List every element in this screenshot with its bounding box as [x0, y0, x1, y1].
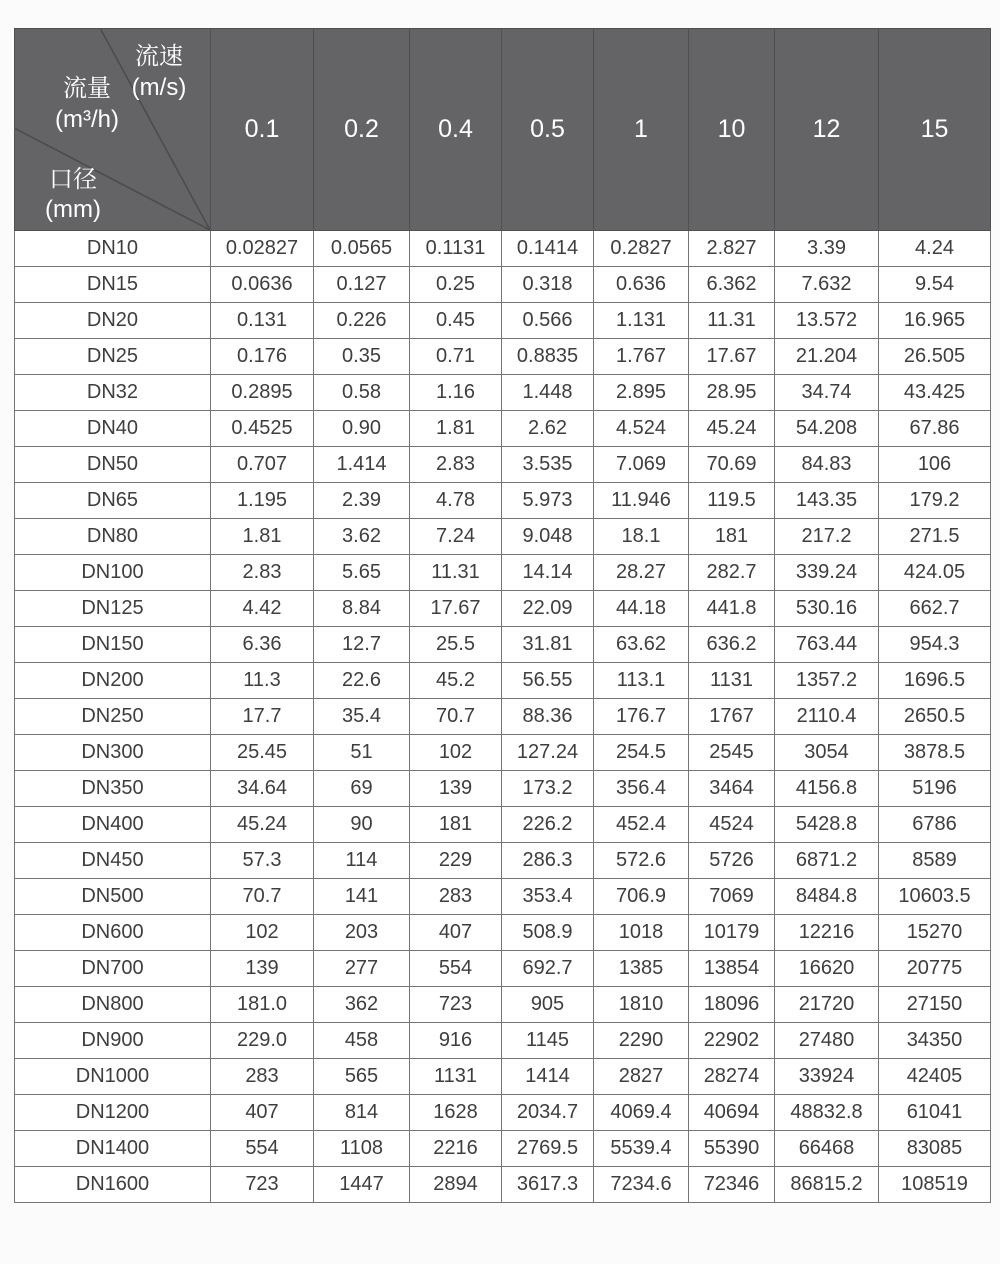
flow-value-cell: 763.44: [775, 627, 879, 663]
flow-value-cell: 282.7: [689, 555, 775, 591]
table-row: [15, 915, 991, 951]
table-row: [15, 555, 991, 591]
flow-value-cell: 43.425: [879, 375, 991, 411]
flow-value-cell: 424.05: [879, 555, 991, 591]
flow-value-cell: 706.9: [594, 879, 689, 915]
diameter-row-header: DN800: [15, 987, 211, 1023]
flow-value-cell: 3054: [775, 735, 879, 771]
flow-value-cell: 28274: [689, 1059, 775, 1095]
flow-value-cell: 13854: [689, 951, 775, 987]
flow-value-cell: 1767: [689, 699, 775, 735]
flow-value-cell: 42405: [879, 1059, 991, 1095]
flow-value-cell: 1447: [314, 1167, 410, 1203]
flow-value-cell: 1357.2: [775, 663, 879, 699]
flow-value-cell: 72346: [689, 1167, 775, 1203]
flow-value-cell: 2769.5: [502, 1131, 594, 1167]
flow-value-cell: 21.204: [775, 339, 879, 375]
diameter-row-header: DN65: [15, 483, 211, 519]
flow-value-cell: 18096: [689, 987, 775, 1023]
flow-value-cell: 4.24: [879, 231, 991, 267]
flow-value-cell: 2216: [410, 1131, 502, 1167]
flow-value-cell: 554: [211, 1131, 314, 1167]
diameter-row-header: DN10: [15, 231, 211, 267]
flow-value-cell: 13.572: [775, 303, 879, 339]
flow-value-cell: 1.414: [314, 447, 410, 483]
flow-value-cell: 1.81: [211, 519, 314, 555]
flow-value-cell: 17.7: [211, 699, 314, 735]
flow-value-cell: 33924: [775, 1059, 879, 1095]
flow-value-cell: 3.62: [314, 519, 410, 555]
flow-value-cell: 530.16: [775, 591, 879, 627]
flow-value-cell: 0.1414: [502, 231, 594, 267]
flow-value-cell: 21720: [775, 987, 879, 1023]
flow-value-cell: 61041: [879, 1095, 991, 1131]
flow-value-cell: 173.2: [502, 771, 594, 807]
flow-value-cell: 356.4: [594, 771, 689, 807]
flow-value-cell: 45.24: [689, 411, 775, 447]
flow-value-cell: 56.55: [502, 663, 594, 699]
flow-value-cell: 0.1131: [410, 231, 502, 267]
flow-value-cell: 22.09: [502, 591, 594, 627]
flow-value-cell: 16620: [775, 951, 879, 987]
flow-value-cell: 106: [879, 447, 991, 483]
flow-value-cell: 0.58: [314, 375, 410, 411]
flow-value-cell: 458: [314, 1023, 410, 1059]
flow-value-cell: 54.208: [775, 411, 879, 447]
flow-value-cell: 0.2827: [594, 231, 689, 267]
flow-value-cell: 1628: [410, 1095, 502, 1131]
flow-value-cell: 6.362: [689, 267, 775, 303]
table-row: [15, 303, 991, 339]
diameter-row-header: DN15: [15, 267, 211, 303]
flow-value-cell: 1.81: [410, 411, 502, 447]
flow-value-cell: 3464: [689, 771, 775, 807]
flow-value-cell: 141: [314, 879, 410, 915]
table-row: [15, 663, 991, 699]
flow-value-cell: 8589: [879, 843, 991, 879]
flow-value-cell: 31.81: [502, 627, 594, 663]
flow-value-cell: 4524: [689, 807, 775, 843]
velocity-column-header: 0.2: [314, 29, 410, 231]
flow-value-cell: 108519: [879, 1167, 991, 1203]
flow-value-cell: 12.7: [314, 627, 410, 663]
diameter-row-header: DN350: [15, 771, 211, 807]
flow-value-cell: 86815.2: [775, 1167, 879, 1203]
diameter-row-header: DN25: [15, 339, 211, 375]
flow-value-cell: 88.36: [502, 699, 594, 735]
flow-value-cell: 4.78: [410, 483, 502, 519]
diameter-row-header: DN250: [15, 699, 211, 735]
flow-value-cell: 692.7: [502, 951, 594, 987]
table-row: [15, 627, 991, 663]
flow-value-cell: 636.2: [689, 627, 775, 663]
flow-value-cell: 353.4: [502, 879, 594, 915]
flow-value-cell: 44.18: [594, 591, 689, 627]
flow-value-cell: 35.4: [314, 699, 410, 735]
flow-value-cell: 10603.5: [879, 879, 991, 915]
flow-value-cell: 14.14: [502, 555, 594, 591]
flow-value-cell: 814: [314, 1095, 410, 1131]
flow-value-cell: 102: [211, 915, 314, 951]
table-row: [15, 699, 991, 735]
flow-value-cell: 34350: [879, 1023, 991, 1059]
flow-value-cell: 17.67: [410, 591, 502, 627]
velocity-column-header: 15: [879, 29, 991, 231]
diameter-row-header: DN700: [15, 951, 211, 987]
table-row: [15, 807, 991, 843]
flow-value-cell: 48832.8: [775, 1095, 879, 1131]
flow-value-cell: 723: [410, 987, 502, 1023]
flow-value-cell: 572.6: [594, 843, 689, 879]
velocity-label-text: 流速: [135, 43, 183, 70]
flow-value-cell: 441.8: [689, 591, 775, 627]
flow-value-cell: 176.7: [594, 699, 689, 735]
flow-value-cell: 70.69: [689, 447, 775, 483]
flow-value-cell: 4069.4: [594, 1095, 689, 1131]
header-row: [15, 29, 991, 231]
table-row: [15, 1059, 991, 1095]
diameter-row-header: DN300: [15, 735, 211, 771]
flow-value-cell: 203: [314, 915, 410, 951]
flow-value-cell: 40694: [689, 1095, 775, 1131]
flow-value-cell: 9.048: [502, 519, 594, 555]
flow-value-cell: 0.2895: [211, 375, 314, 411]
flow-value-cell: 4156.8: [775, 771, 879, 807]
table-row: [15, 483, 991, 519]
flow-value-cell: 407: [410, 915, 502, 951]
flow-value-cell: 226.2: [502, 807, 594, 843]
flow-value-cell: 1.16: [410, 375, 502, 411]
table-row: [15, 843, 991, 879]
diameter-unit-text: (mm): [45, 196, 101, 223]
table-row: [15, 231, 991, 267]
flow-value-cell: 0.176: [211, 339, 314, 375]
table-row: [15, 375, 991, 411]
flow-value-cell: 7.069: [594, 447, 689, 483]
flow-value-cell: 1.195: [211, 483, 314, 519]
flow-value-cell: 229: [410, 843, 502, 879]
flow-value-cell: 8.84: [314, 591, 410, 627]
flow-value-cell: 407: [211, 1095, 314, 1131]
flow-value-cell: 181.0: [211, 987, 314, 1023]
diameter-row-header: DN150: [15, 627, 211, 663]
flow-value-cell: 26.505: [879, 339, 991, 375]
flow-value-cell: 5428.8: [775, 807, 879, 843]
flow-value-cell: 51: [314, 735, 410, 771]
flow-value-cell: 28.95: [689, 375, 775, 411]
table-body: [15, 231, 991, 1203]
velocity-column-header: 0.4: [410, 29, 502, 231]
flow-value-cell: 119.5: [689, 483, 775, 519]
flow-value-cell: 286.3: [502, 843, 594, 879]
flow-value-cell: 45.24: [211, 807, 314, 843]
flow-value-cell: 7234.6: [594, 1167, 689, 1203]
flow-value-cell: 916: [410, 1023, 502, 1059]
flow-value-cell: 2.39: [314, 483, 410, 519]
flow-value-cell: 1018: [594, 915, 689, 951]
velocity-column-header: 0.5: [502, 29, 594, 231]
diagonal-header-cell: [15, 29, 211, 231]
flow-value-cell: 339.24: [775, 555, 879, 591]
table-row: [15, 879, 991, 915]
flow-value-cell: 34.64: [211, 771, 314, 807]
flow-value-cell: 90: [314, 807, 410, 843]
table-row: [15, 1023, 991, 1059]
flow-value-cell: 3617.3: [502, 1167, 594, 1203]
flow-value-cell: 127.24: [502, 735, 594, 771]
diameter-row-header: DN900: [15, 1023, 211, 1059]
flow-value-cell: 0.25: [410, 267, 502, 303]
diameter-row-header: DN125: [15, 591, 211, 627]
flow-value-cell: 0.0636: [211, 267, 314, 303]
flow-value-cell: 27480: [775, 1023, 879, 1059]
flow-value-cell: 57.3: [211, 843, 314, 879]
flow-value-cell: 22902: [689, 1023, 775, 1059]
table-row: [15, 1131, 991, 1167]
diameter-row-header: DN600: [15, 915, 211, 951]
flow-value-cell: 283: [211, 1059, 314, 1095]
flow-value-cell: 723: [211, 1167, 314, 1203]
flow-value-cell: 15270: [879, 915, 991, 951]
flow-value-cell: 554: [410, 951, 502, 987]
flow-value-cell: 1414: [502, 1059, 594, 1095]
flow-value-cell: 3878.5: [879, 735, 991, 771]
flow-value-cell: 1145: [502, 1023, 594, 1059]
flow-value-cell: 16.965: [879, 303, 991, 339]
flow-value-cell: 0.35: [314, 339, 410, 375]
velocity-unit-text: (m/s): [131, 74, 187, 101]
flow-value-cell: 0.566: [502, 303, 594, 339]
flow-value-cell: 10179: [689, 915, 775, 951]
flow-value-cell: 22.6: [314, 663, 410, 699]
velocity-column-header: 10: [689, 29, 775, 231]
flow-value-cell: 27150: [879, 987, 991, 1023]
flow-value-cell: 34.74: [775, 375, 879, 411]
flow-value-cell: 2545: [689, 735, 775, 771]
flow-value-cell: 45.2: [410, 663, 502, 699]
flow-value-cell: 84.83: [775, 447, 879, 483]
flow-value-cell: 17.67: [689, 339, 775, 375]
flow-axis-label: [27, 73, 147, 135]
flow-value-cell: 113.1: [594, 663, 689, 699]
flow-value-cell: 6786: [879, 807, 991, 843]
table-row: [15, 735, 991, 771]
table-row: [15, 591, 991, 627]
flow-value-cell: 277: [314, 951, 410, 987]
flow-value-cell: 102: [410, 735, 502, 771]
flow-value-cell: 1.767: [594, 339, 689, 375]
flow-value-cell: 7069: [689, 879, 775, 915]
table-row: [15, 1095, 991, 1131]
flow-value-cell: 565: [314, 1059, 410, 1095]
flow-value-cell: 1131: [689, 663, 775, 699]
flow-value-cell: 67.86: [879, 411, 991, 447]
flow-value-cell: 905: [502, 987, 594, 1023]
flow-value-cell: 9.54: [879, 267, 991, 303]
flow-value-cell: 69: [314, 771, 410, 807]
table-row: [15, 339, 991, 375]
flow-unit-text: (m³/h): [55, 106, 119, 133]
flow-value-cell: 2.827: [689, 231, 775, 267]
flow-value-cell: 181: [410, 807, 502, 843]
flow-value-cell: 362: [314, 987, 410, 1023]
table-row: [15, 519, 991, 555]
flow-value-cell: 0.707: [211, 447, 314, 483]
flow-value-cell: 0.4525: [211, 411, 314, 447]
flow-rate-table: [14, 28, 991, 1203]
diameter-row-header: DN1600: [15, 1167, 211, 1203]
table-row: [15, 1167, 991, 1203]
diameter-row-header: DN200: [15, 663, 211, 699]
flow-value-cell: 179.2: [879, 483, 991, 519]
flow-value-cell: 2.895: [594, 375, 689, 411]
flow-value-cell: 271.5: [879, 519, 991, 555]
flow-value-cell: 662.7: [879, 591, 991, 627]
flow-value-cell: 0.0565: [314, 231, 410, 267]
flow-value-cell: 283: [410, 879, 502, 915]
flow-value-cell: 20775: [879, 951, 991, 987]
flow-value-cell: 2827: [594, 1059, 689, 1095]
flow-value-cell: 114: [314, 843, 410, 879]
flow-value-cell: 254.5: [594, 735, 689, 771]
flow-value-cell: 2.62: [502, 411, 594, 447]
diameter-row-header: DN40: [15, 411, 211, 447]
flow-value-cell: 1385: [594, 951, 689, 987]
flow-value-cell: 2650.5: [879, 699, 991, 735]
diameter-row-header: DN100: [15, 555, 211, 591]
flow-value-cell: 0.226: [314, 303, 410, 339]
flow-value-cell: 5196: [879, 771, 991, 807]
table-header: [15, 29, 991, 231]
flow-value-cell: 143.35: [775, 483, 879, 519]
velocity-column-header: 1: [594, 29, 689, 231]
flow-value-cell: 25.45: [211, 735, 314, 771]
flow-value-cell: 3.535: [502, 447, 594, 483]
flow-value-cell: 0.318: [502, 267, 594, 303]
flow-value-cell: 1108: [314, 1131, 410, 1167]
flow-value-cell: 63.62: [594, 627, 689, 663]
flow-value-cell: 6871.2: [775, 843, 879, 879]
flow-value-cell: 4.524: [594, 411, 689, 447]
flow-value-cell: 2.83: [211, 555, 314, 591]
flow-value-cell: 11.31: [410, 555, 502, 591]
diameter-row-header: DN50: [15, 447, 211, 483]
flow-value-cell: 8484.8: [775, 879, 879, 915]
flow-value-cell: 1131: [410, 1059, 502, 1095]
flow-value-cell: 2894: [410, 1167, 502, 1203]
table-row: [15, 987, 991, 1023]
flow-value-cell: 5.65: [314, 555, 410, 591]
diameter-row-header: DN1200: [15, 1095, 211, 1131]
flow-value-cell: 70.7: [410, 699, 502, 735]
flow-value-cell: 0.127: [314, 267, 410, 303]
flow-value-cell: 0.131: [211, 303, 314, 339]
flow-value-cell: 55390: [689, 1131, 775, 1167]
flow-value-cell: 139: [410, 771, 502, 807]
diameter-label-text: 口径: [49, 166, 97, 193]
diameter-row-header: DN450: [15, 843, 211, 879]
table-row: [15, 411, 991, 447]
table-row: [15, 771, 991, 807]
flow-value-cell: 508.9: [502, 915, 594, 951]
flow-label-text: 流量: [63, 75, 111, 102]
flow-value-cell: 1810: [594, 987, 689, 1023]
flow-value-cell: 0.8835: [502, 339, 594, 375]
flow-value-cell: 1.131: [594, 303, 689, 339]
flow-value-cell: 66468: [775, 1131, 879, 1167]
flow-value-cell: 0.71: [410, 339, 502, 375]
flow-value-cell: 217.2: [775, 519, 879, 555]
flow-value-cell: 2290: [594, 1023, 689, 1059]
flow-value-cell: 11.31: [689, 303, 775, 339]
flow-value-cell: 83085: [879, 1131, 991, 1167]
table-row: [15, 951, 991, 987]
flow-value-cell: 5726: [689, 843, 775, 879]
flow-value-cell: 229.0: [211, 1023, 314, 1059]
flow-value-cell: 0.636: [594, 267, 689, 303]
flow-value-cell: 7.632: [775, 267, 879, 303]
diameter-row-header: DN400: [15, 807, 211, 843]
flow-value-cell: 954.3: [879, 627, 991, 663]
flow-value-cell: 0.45: [410, 303, 502, 339]
flow-value-cell: 7.24: [410, 519, 502, 555]
flow-value-cell: 4.42: [211, 591, 314, 627]
flow-value-cell: 5539.4: [594, 1131, 689, 1167]
table-row: [15, 447, 991, 483]
flow-value-cell: 5.973: [502, 483, 594, 519]
flow-value-cell: 2034.7: [502, 1095, 594, 1131]
flow-value-cell: 139: [211, 951, 314, 987]
diameter-row-header: DN1400: [15, 1131, 211, 1167]
flow-value-cell: 6.36: [211, 627, 314, 663]
flow-value-cell: 70.7: [211, 879, 314, 915]
flow-value-cell: 2.83: [410, 447, 502, 483]
diameter-row-header: DN500: [15, 879, 211, 915]
flow-value-cell: 0.90: [314, 411, 410, 447]
flow-value-cell: 11.946: [594, 483, 689, 519]
flow-value-cell: 1.448: [502, 375, 594, 411]
diameter-row-header: DN1000: [15, 1059, 211, 1095]
flow-value-cell: 11.3: [211, 663, 314, 699]
diameter-row-header: DN20: [15, 303, 211, 339]
flow-value-cell: 181: [689, 519, 775, 555]
diameter-axis-label: [23, 165, 123, 225]
table-row: [15, 267, 991, 303]
diameter-row-header: DN80: [15, 519, 211, 555]
flow-value-cell: 3.39: [775, 231, 879, 267]
flow-value-cell: 12216: [775, 915, 879, 951]
velocity-column-header: 12: [775, 29, 879, 231]
flow-value-cell: 2110.4: [775, 699, 879, 735]
flow-value-cell: 28.27: [594, 555, 689, 591]
flow-value-cell: 18.1: [594, 519, 689, 555]
flow-value-cell: 452.4: [594, 807, 689, 843]
flow-value-cell: 0.02827: [211, 231, 314, 267]
velocity-column-header: 0.1: [211, 29, 314, 231]
flow-value-cell: 1696.5: [879, 663, 991, 699]
flow-value-cell: 25.5: [410, 627, 502, 663]
diameter-row-header: DN32: [15, 375, 211, 411]
